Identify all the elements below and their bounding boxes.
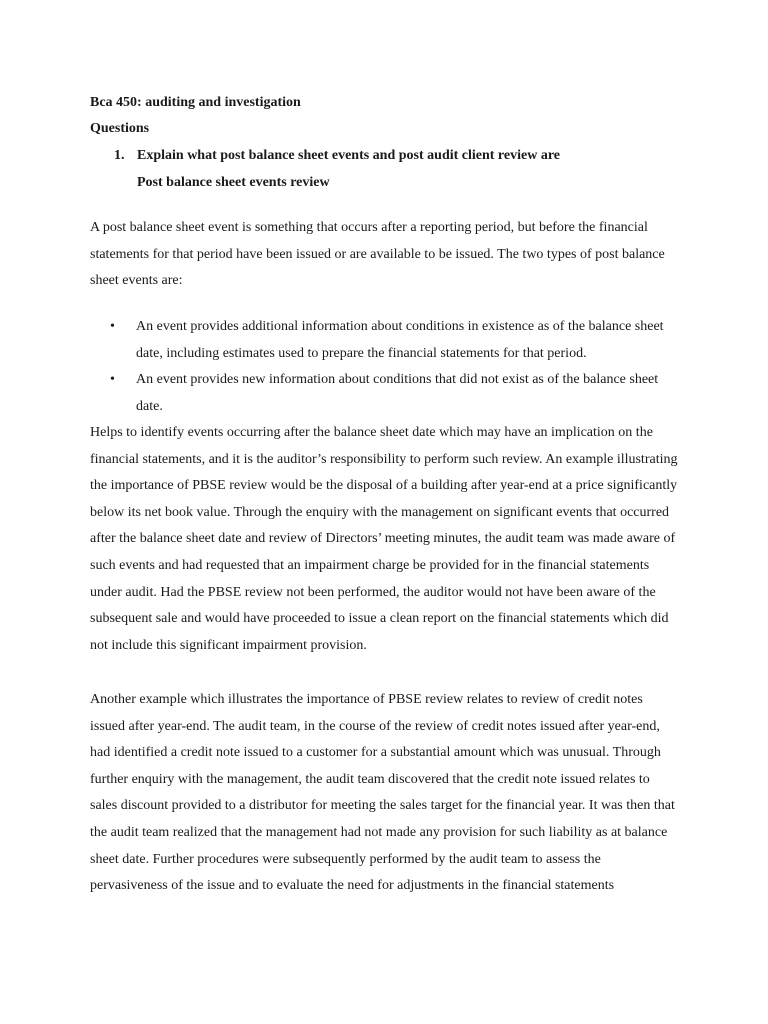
intro-paragraph: A post balance sheet event is something that occurs after a reporting period, but before the financial statements for that period have been issued or are available to be issued. The two types of post balance sheet events are:: [90, 220, 665, 289]
bullet-text: An event provides new information about conditions that did not exist as of the balance sheet date.: [136, 372, 659, 414]
body-paragraph-pbse-importance: Helps to identify events occurring after the balance sheet date which may have an implication on the financial statements, and it is the auditor’s responsibility to perform such review. An example illustrating the importance of PBSE review would be the disposal of a building after year-end at a price significantly below its net book value. Through the enquiry with the management on significant events that occurred after the balance sheet date and review of Directors’ meeting minutes, the audit team was made aware of such events and had requested that an impairment charge be provided for in the financial statements under audit. Had the PBSE review not been performed, the auditor would not have been aware of the subsequent sale and would have proceeded to issue a clean report on the financial statements which did not include this significant impairment provision.: [90, 425, 678, 653]
questions-label: Questions: [90, 121, 150, 136]
bullet-icon: •: [110, 372, 115, 387]
course-title: Bca 450: auditing and investigation: [90, 95, 301, 110]
question-number: 1.: [114, 148, 125, 163]
question-text: Explain what post balance sheet events and post audit client review are: [137, 148, 560, 163]
bullet-text: An event provides additional information about conditions in existence as of the balance sheet date, including estimates used to prepare the financial statements for that period.: [136, 319, 664, 361]
body-paragraph-credit-notes: Another example which illustrates the importance of PBSE review relates to review of credit notes issued after year-end. The audit team, in the course of the review of credit notes issued after year-end, had identified a credit note issued to a customer for a substantial amount which was unusual. Through further enquiry with the management, the audit team discovered that the credit note issued relates to sales discount provided to a distributor for meeting the sales target for the financial year. It was then that the audit team realized that the management had not made any provision for such liability as at balance sheet date. Further procedures were subsequently performed by the audit team to assess the pervasiveness of the issue and to evaluate the need for adjustments in the financial statements: [90, 692, 675, 894]
section-subheading: Post balance sheet events review: [137, 175, 330, 190]
bullet-icon: •: [110, 319, 115, 334]
